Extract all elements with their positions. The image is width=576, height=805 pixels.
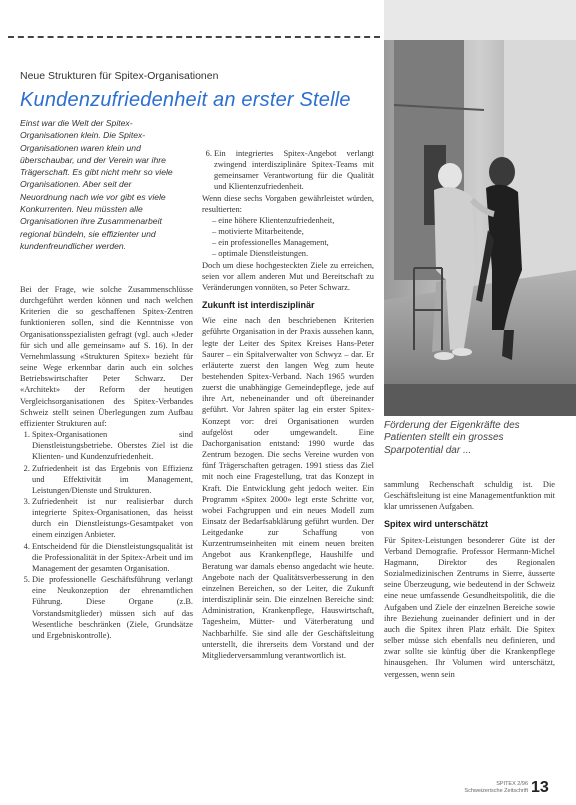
photo-nurse-assisting-patient — [384, 0, 576, 416]
page-number: 13 — [531, 779, 549, 796]
column-1 — [20, 284, 193, 641]
list-item: – eine höhere Klientenzufriedenheit, — [212, 215, 335, 225]
list-item: 4. Entscheidend für die Dienstleistungsqualität ist die Professionalität in der Spitex-Arbeit und im Management der gesamten Organisation. — [32, 541, 193, 574]
col1-intro: Bei der Frage, wie solche Zusammenschlüsse durchgeführt werden können und nach welchen Kriterien die so geschaffenen Spitex-Zentren funktionieren sollen, sind die Kenntnisse von Organisationsspezialisten gefragt (vgl. auch «Jeder für sich und alle gemeinsam» auf S. 16). In der Vernehmlassung «Strukturen Spitex» bezieht für seine Wege erkennbar darin auch ein solches Betriebswirtschafter Peter Schwarz. Der «Architekt» der Reform der heutigen Vergleichsorganisationen des Spitex-Verbandes Schweiz stellt seinen Überlegungen zum Aufbau effizienter Strukturen auf: — [20, 285, 193, 428]
col2-body: Wie eine nach den beschriebenen Kriterien geführte Organisation in der Praxis aussehen kann, legte der Leiter des Spitex Kreises Hans-Peter Saurer – ein Spitalverwalter von Schwyz – dar. Er erläuterte zuerst den langen Weg zum heute bestehenden Spitex-Verband. Nach 1965 wurden zuerst die unabhängige Gemeindepflege, jede auf ihre Art, nebeneinander und oft übereinander geführt. Vor Jahren später lag ein erster Spitex-Konzept vor: drei Organisationen wurden aufgelöst oder umgewandelt. Eine Dachorganisation entstand: 1990 wurde das Zentrum bezogen. Die sechs Vereine wurden von fünf Trägerschaften getragen. 1991 stiess das Ziel mit noch eine Fragestellung, trat das Konzept in Kraft. Die Entwicklung geht jedoch weiter. Ein Programm «Spitex 2000» legt erste Schritte vor, wobei Fachgruppen und ein neues Modell zum Einsatz der Bedarfsabklärung geführt wurden. Der Leitgedanke zur Schaffung von Kurzentrumseinheiten mit einem neuen breiten Angebot aus Krankenpflege, Haushilfe und Beratung war damals ebenso angedacht wie heute. Angebote nach der Qualitätsverbesserung in den einzelnen Bereichen, so der Leiter, die Zukunft interdisziplinär sein. Die einzelnen Bereiche sind: Administration, Krankenpflege, Hauswirtschaft, Tagesheim, Mütter- und Väterberatung und Nachbarhilfe. Sie sind alle der Geschäftsleitung unterstellt, die ihrerseits dem Vorstand und der Mitgliederversammlung verantwortlich ist. — [202, 316, 374, 660]
photo-caption: Förderung der Eigenkräfte des Patienten stellt ein grosses Sparpotential dar ... — [384, 420, 520, 456]
subhead-interdisziplinaer: Zukunft ist interdisziplinär — [202, 300, 315, 311]
column-3 — [384, 479, 555, 680]
list-item: – ein professionelles Management, — [212, 238, 329, 248]
lede: Einst war die Welt der Spitex-Organisationen klein. Die Spitex-Organisationen waren klein und überschaubar, und der Verein war ihre Trägerschaft. Es gibt nicht mehr so viele Organisationen. Aber seit der Neuordnung nach wie vor gibt es viele Konkurrenten. Neu müssten alle Organisationen ihre Zusammenarbeit regional bündeln, sie effizienter und kundenfreundlicher werden. — [20, 118, 173, 251]
col2-condition: Wenn diese sechs Vorgaben gewährleistet würden, resultierten: — [202, 193, 374, 214]
article-photo — [384, 0, 576, 416]
list-item: – optimale Dienstleistungen. — [212, 249, 309, 259]
list-item: 6. Ein integriertes Spitex-Angebot verlangt zwingend interdisziplinäre Spitex-Teams mit gemeinsamer Verantwortung für die Qualität und Klientenzufriedenheit. — [214, 148, 374, 193]
col3-body: Für Spitex-Leistungen besonderer Güte ist der Verband Demografie. Professor Hermann-Michel Hagmann, Direktor des Regionalen Sozialmedizinischen Zentrums in Sierre, äusserte seine Überzeugung, wie bedeutend in der Schweiz eine neue umfassende Gesundheitspolitik, die die Aufgaben und Ziele der einzelnen Bereiche sowie ihre Beziehung zueinander definiert und in der auch die Spitex ihren Platz erhält. Die Spitex selber müsse sich ebenfalls neu definieren, und zwar sollte sie künftig über die Krankenpflege hinausgehen. Ihr Volumen wird unterschätzt, vergessen, wenn sein — [384, 535, 555, 679]
column-2 — [202, 148, 374, 661]
list-item: 1. Spitex-Organisationen sind Dienstleistungsbetriebe. Oberstes Ziel ist die Klienten- und Kundenzufriedenheit. — [32, 429, 193, 462]
top-dashed-rule — [8, 36, 380, 38]
col1-numbered-list — [20, 429, 193, 641]
col2-closing: Doch um diese hochgesteckten Ziele zu erreichen, seien vor allem anderen Mut und Bereitschaft zu Veränderungen vonnöten, so Peter Schwarz. — [202, 260, 374, 292]
list-item: 2. Zufriedenheit ist das Ergebnis von Effizienz und Effektivität im Management, Leistungen/Dienste und Strukturen. — [32, 463, 193, 496]
footer-issue: SPITEX 2/96 Schweizerische Zeitschrift — [464, 781, 528, 794]
list-item: 5. Die professionelle Geschäftsführung verlangt eine Neukonzeption der ehrenamtlichen Führung. Diese Organe (z.B. Vorstandsmitglieder) müssen sich auf das Wesentliche beschränken (Ziele, Grundsätze und Ergebniskontrolle). — [32, 574, 193, 641]
subhead-unterschaetzt: Spitex wird unterschätzt — [384, 519, 489, 530]
headline: Kundenzufriedenheit an erster Stelle — [20, 89, 351, 111]
col3-lead: sammlung Rechenschaft schuldig ist. Die Geschäftsleitung ist eine Managementfunktion mit klar umrissenen Aufgaben. — [384, 480, 555, 512]
kicker: Neue Strukturen für Spitex-Organisationen — [20, 70, 219, 82]
col2-numbered-list — [202, 148, 374, 193]
list-item: 3. Zufriedenheit ist nur realisierbar durch integrierte Spitex-Organisationen, das heisst durch ein Dienstleistungs-Gesamtpaket von einem einzigen Anbieter. — [32, 496, 193, 541]
col2-results-list — [202, 215, 374, 260]
list-item: – motivierte Mitarbeitende, — [212, 227, 304, 237]
